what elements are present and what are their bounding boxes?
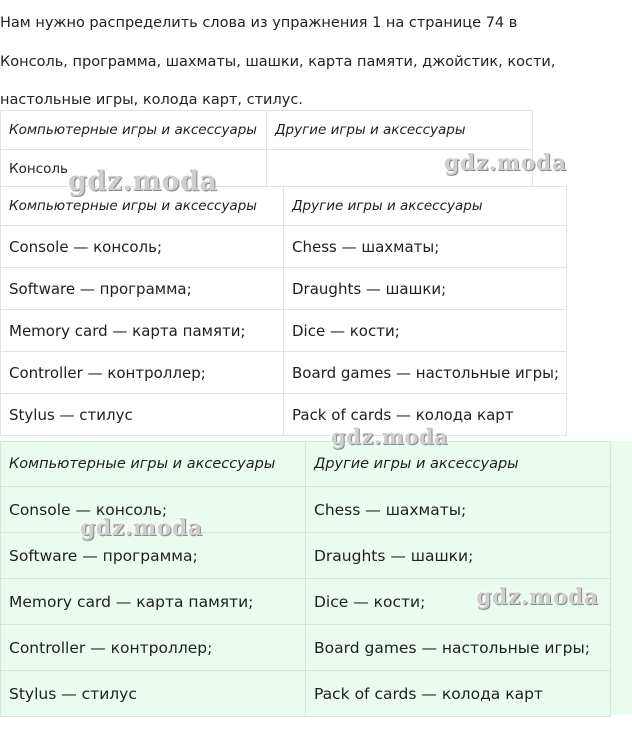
table-cell: Controller — контроллер; [1, 625, 306, 671]
watermark: gdz.moda [68, 166, 218, 197]
table-header-row [1, 442, 611, 487]
answer-table [0, 186, 567, 436]
table-cell: Memory card — карта памяти; [1, 310, 284, 352]
table-cell: Pack of cards — колода карт [306, 671, 611, 717]
table-cell: Board games — настольные игры; [306, 625, 611, 671]
header-other-games: Другие игры и аксессуары [306, 442, 611, 487]
table-cell: Software — программа; [1, 533, 306, 579]
table-cell: Controller — контроллер; [1, 352, 284, 394]
watermark: gdz.moda [80, 515, 203, 541]
table-cell: Chess — шахматы; [306, 487, 611, 533]
watermark: gdz.moda [331, 424, 449, 449]
table-header-row [1, 111, 533, 150]
intro-line-1: Нам нужно распределить слова из упражнения 1 на странице 74 в [0, 15, 518, 31]
table-cell: Console — консоль; [1, 487, 306, 533]
header-computer-games: Компьютерные игры и аксессуары [1, 187, 284, 226]
intro-line-2: Консоль, программа, шахматы, шашки, карта памяти, джойстик, кости, [0, 53, 556, 70]
watermark: gdz.moda [444, 150, 567, 176]
header-other-games: Другие игры и аксессуары [267, 111, 533, 150]
table-cell: Stylus — стилус [1, 671, 306, 717]
table-row [1, 625, 611, 671]
intro-line-3: настольные игры, колода карт, стилус. [0, 92, 303, 108]
header-computer-games: Компьютерные игры и аксессуары [1, 111, 267, 150]
watermark: gdz.moda [476, 584, 599, 610]
table-row [1, 671, 611, 717]
table-cell: Software — программа; [1, 268, 284, 310]
table-row [1, 268, 567, 310]
table-cell: Dice — кости; [306, 579, 611, 625]
table-cell: Console — консоль; [1, 226, 284, 268]
table-cell: Chess — шахматы; [284, 226, 567, 268]
table-cell: Memory card — карта памяти; [1, 579, 306, 625]
table-cell: Board games — настольные игры; [284, 352, 567, 394]
table-cell: Draughts — шашки; [284, 268, 567, 310]
table-row [1, 352, 567, 394]
highlighted-answer-table [0, 441, 611, 717]
header-computer-games: Компьютерные игры и аксессуары [1, 442, 306, 487]
table-cell: Dice — кости; [284, 310, 567, 352]
table-row [1, 394, 567, 436]
header-other-games: Другие игры и аксессуары [284, 187, 567, 226]
table-row [1, 310, 567, 352]
table-cell: Консоль [1, 150, 267, 189]
intro-text [0, 4, 632, 120]
table-cell: Stylus — стилус [1, 394, 284, 436]
table-cell: Draughts — шашки; [306, 533, 611, 579]
table-cell: Pack of cards — колода карт [284, 394, 567, 436]
table-row [1, 226, 567, 268]
